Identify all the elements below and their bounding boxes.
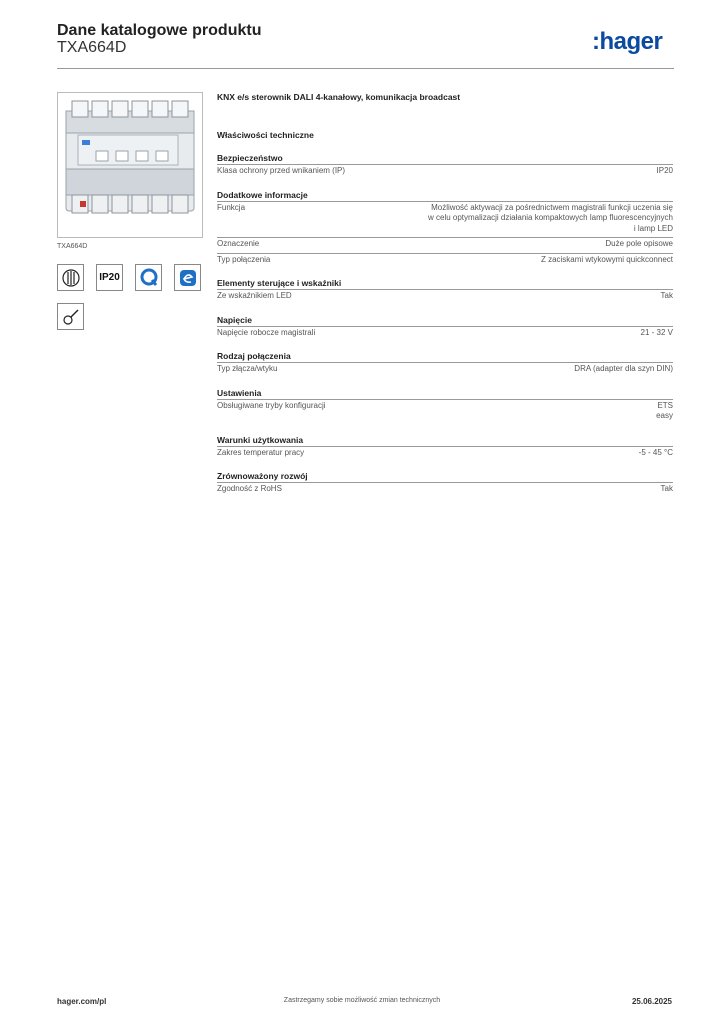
group-title: Zrównoważony rozwój — [217, 471, 308, 481]
page-title: Dane katalogowe produktu — [57, 22, 262, 39]
group-title: Elementy sterujące i wskaźniki — [217, 278, 342, 288]
spec-value — [367, 484, 673, 495]
spec-value — [367, 239, 673, 250]
product-code: TXA664D — [57, 39, 127, 56]
spec-value-line: easy — [656, 411, 673, 420]
din-rail-icon — [57, 264, 84, 291]
group-title: Dodatkowe informacje — [217, 189, 308, 200]
spec-value-line: Duże pole opisowe — [605, 239, 673, 248]
spec-row — [217, 253, 673, 269]
spec-label: Napięcie robocze magistrali — [217, 327, 316, 337]
screwdriver-icon — [57, 303, 84, 330]
hager-logo: :hager — [592, 28, 663, 55]
easy-config-icon — [174, 264, 201, 291]
spec-label: Typ złącza/wtyku — [217, 364, 278, 373]
spec-row — [217, 326, 673, 342]
spec-row — [217, 237, 673, 253]
spec-label: Oznaczenie — [217, 239, 260, 248]
spec-row — [217, 446, 673, 462]
spec-row — [217, 289, 673, 305]
spec-value-line: i lamp LED — [633, 223, 673, 233]
spec-value-line: w celu optymalizacji działania kompaktowych lamp fluorescencyjnych — [428, 213, 673, 222]
spec-label: Zgodność z RoHS — [217, 484, 282, 493]
product-image — [57, 92, 203, 238]
spec-groups — [217, 153, 673, 498]
spec-value-line: 21 - 32 V — [640, 327, 673, 337]
spec-value — [367, 364, 673, 375]
spec-value-line: -5 - 45 °C — [638, 447, 673, 457]
spec-value — [367, 291, 673, 302]
spec-row — [217, 201, 673, 238]
spec-value — [367, 448, 673, 459]
spec-label: Typ połączenia — [217, 254, 271, 264]
spec-label: Funkcja — [217, 202, 246, 212]
quality-icon — [135, 264, 162, 291]
group-title: Rodzaj połączenia — [217, 351, 291, 361]
spec-row — [217, 164, 673, 180]
header-divider — [57, 68, 674, 69]
footer-date: 25.06.2025 — [631, 997, 672, 1006]
spec-value — [367, 255, 673, 266]
specification-panel — [217, 92, 673, 498]
spec-row — [217, 399, 673, 425]
spec-value — [367, 203, 673, 235]
spec-value-line: Możliwość aktywacji za pośrednictwem magistrali funkcji uczenia się — [431, 202, 673, 212]
spec-label: Ze wskaźnikiem LED — [217, 291, 292, 300]
spec-value — [367, 401, 673, 422]
group-title: Bezpieczeństwo — [217, 153, 283, 163]
product-description: KNX e/s sterownik DALI 4-kanałowy, komunikacja broadcast — [217, 92, 461, 102]
spec-value-line: IP20 — [656, 166, 673, 175]
image-caption: TXA664D — [57, 243, 88, 250]
group-title: Ustawienia — [217, 387, 262, 398]
spec-value-line: Z zaciskami wtykowymi quickconnect — [540, 254, 673, 264]
spec-value — [367, 328, 673, 339]
footer-disclaimer: Zastrzegamy sobie możliwość zmian technicznych — [283, 997, 441, 1004]
ip20-badge: IP20 — [96, 264, 123, 291]
spec-value-line: DRA (adapter dla szyn DIN) — [574, 364, 673, 373]
group-title: Warunki użytkowania — [217, 434, 304, 445]
spec-value-line: Tak — [660, 484, 673, 493]
footer-website[interactable]: hager.com/pl — [57, 997, 107, 1006]
spec-label: Klasa ochrony przed wnikaniem (IP) — [217, 166, 346, 175]
spec-value-line: ETS — [657, 400, 673, 410]
group-title: Napięcie — [217, 314, 252, 325]
spec-value — [367, 166, 673, 177]
spec-label: Obsługiwane tryby konfiguracji — [217, 400, 326, 410]
spec-row — [217, 482, 673, 498]
section-title: Właściwości techniczne — [217, 130, 314, 140]
spec-label: Zakres temperatur pracy — [217, 447, 305, 457]
spec-row — [217, 362, 673, 378]
spec-value-line: Tak — [660, 291, 673, 300]
